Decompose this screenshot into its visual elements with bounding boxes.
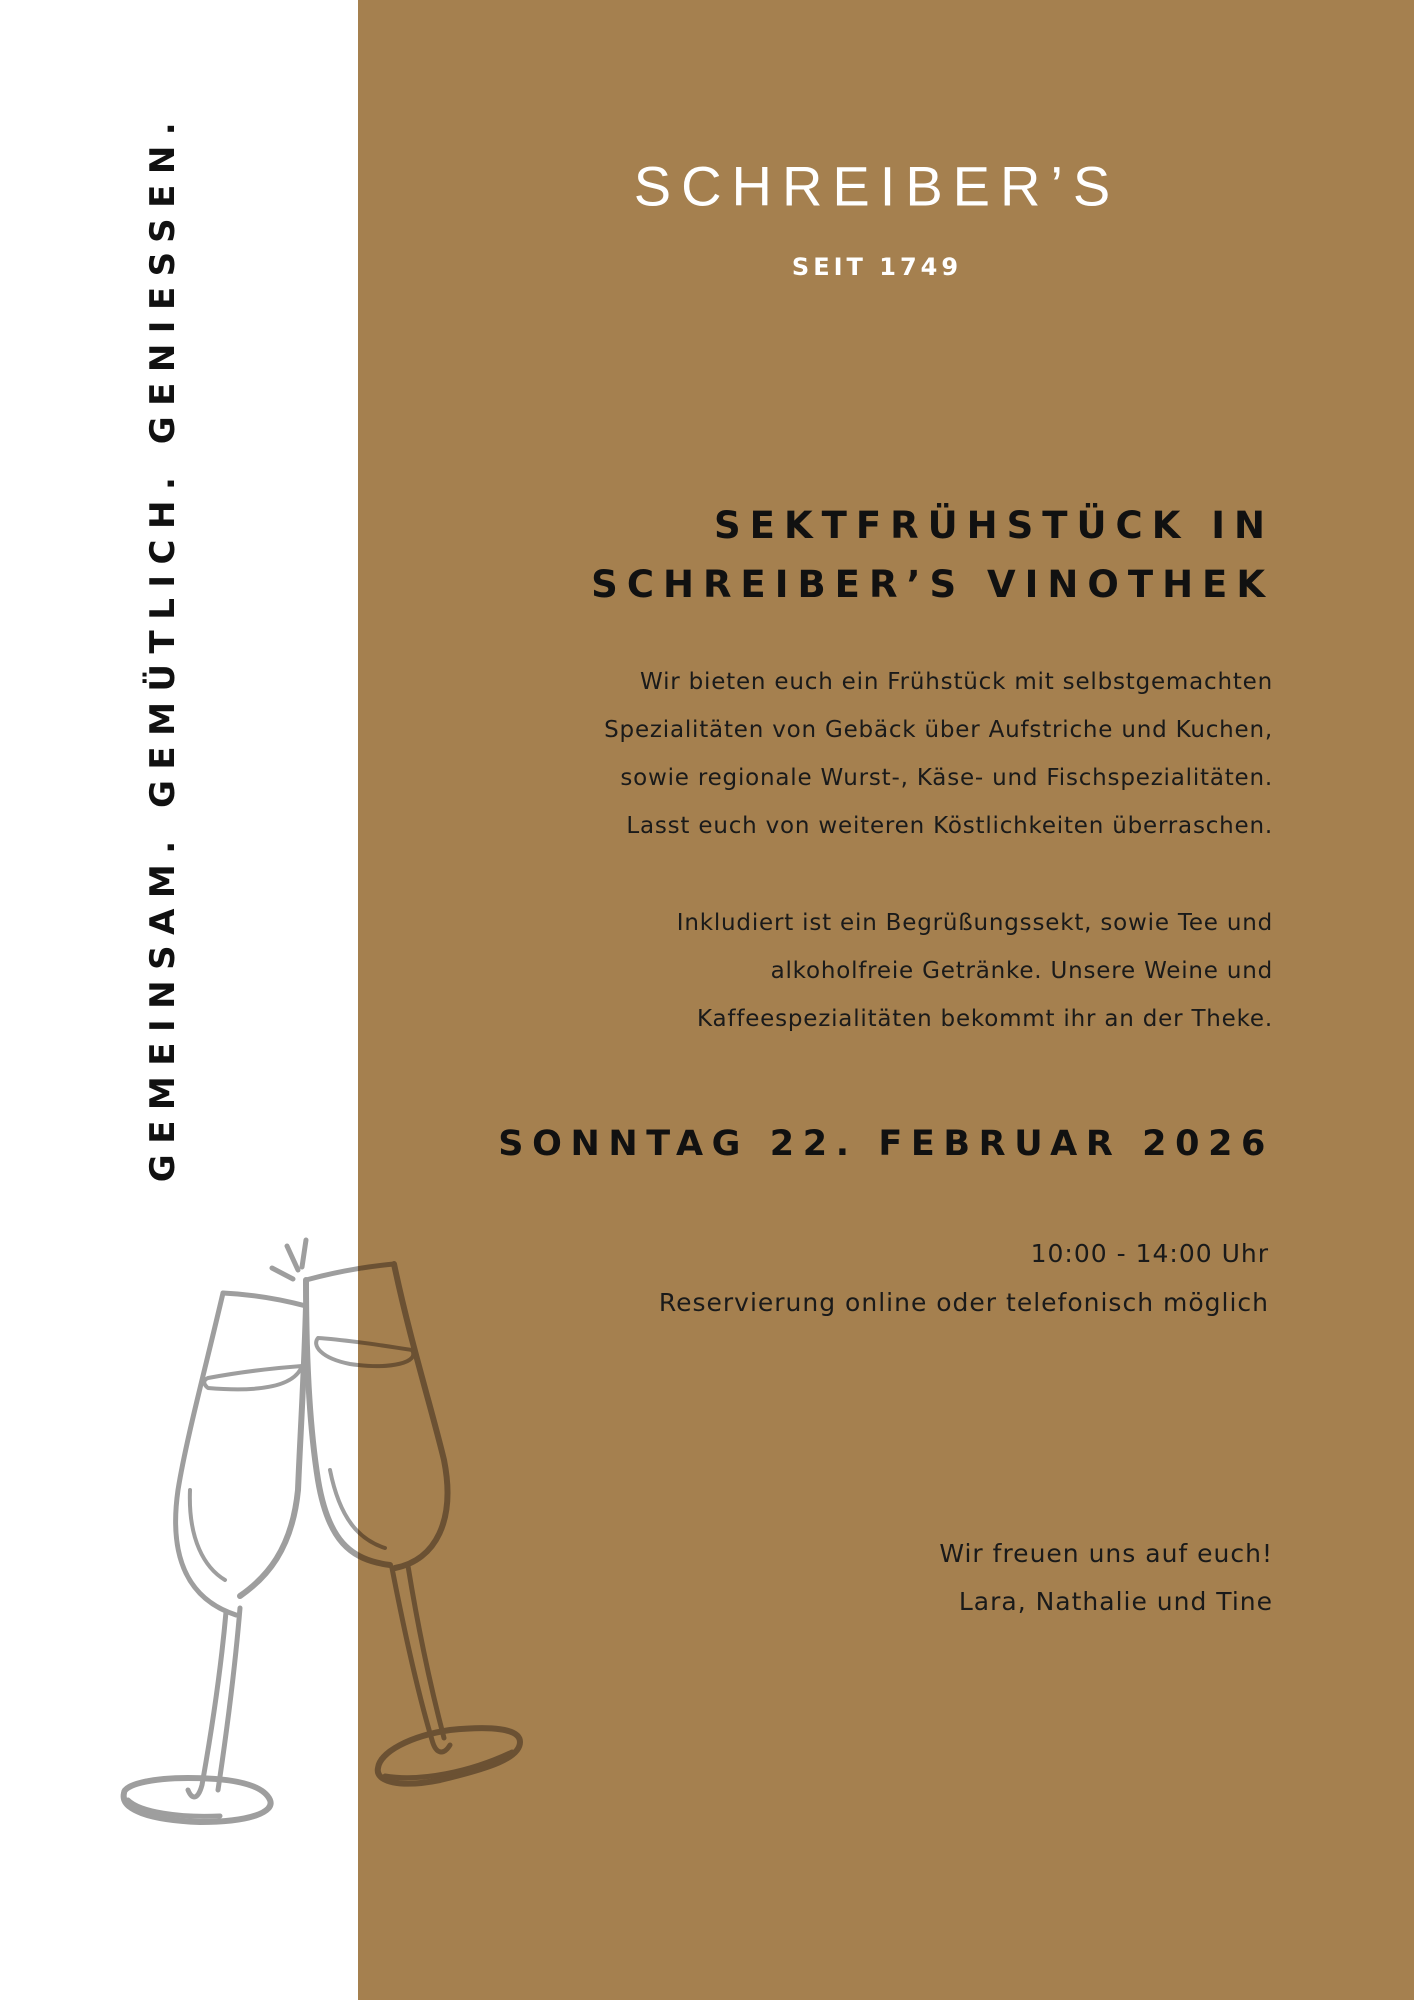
- closing-note: [939, 1530, 1273, 1626]
- description-line: Wir bieten euch ein Frühstück mit selbstgemachten: [640, 669, 1273, 695]
- description-line: Kaffeespezialitäten bekommt ihr an der Theke.: [697, 1006, 1273, 1032]
- event-description: [604, 658, 1273, 850]
- description-line: alkoholfreie Getränke. Unsere Weine und: [770, 958, 1273, 984]
- description-line: Lasst euch von weiteren Köstlichkeiten überraschen.: [626, 813, 1273, 839]
- event-inclusions: [677, 899, 1273, 1043]
- brand-logo: SCHREIBER’S: [633, 154, 1121, 218]
- event-info: [659, 1229, 1269, 1327]
- description-line: sowie regionale Wurst-, Käse- und Fischspezialitäten.: [620, 765, 1273, 791]
- event-reservation: Reservierung online oder telefonisch möglich: [658, 1288, 1269, 1317]
- closing-signature: Lara, Nathalie und Tine: [958, 1587, 1273, 1616]
- event-title-line: SCHREIBER’S VINOTHEK: [591, 563, 1274, 606]
- event-time: 10:00 - 14:00 Uhr: [1030, 1239, 1269, 1268]
- event-title: [591, 496, 1274, 614]
- brand-since: SEIT 1749: [791, 253, 963, 281]
- vertical-tagline: GEMEINSAM. GEMÜTLICH. GENIESSEN.: [143, 111, 183, 1183]
- description-line: Inkludiert ist ein Begrüßungssekt, sowie Tee und: [676, 910, 1273, 936]
- description-line: Spezialitäten von Gebäck über Aufstriche und Kuchen,: [604, 717, 1273, 743]
- event-date: SONNTAG 22. FEBRUAR 2026: [498, 1124, 1274, 1164]
- closing-greeting: Wir freuen uns auf euch!: [939, 1539, 1273, 1568]
- event-title-line: SEKTFRÜHSTÜCK IN: [714, 504, 1274, 547]
